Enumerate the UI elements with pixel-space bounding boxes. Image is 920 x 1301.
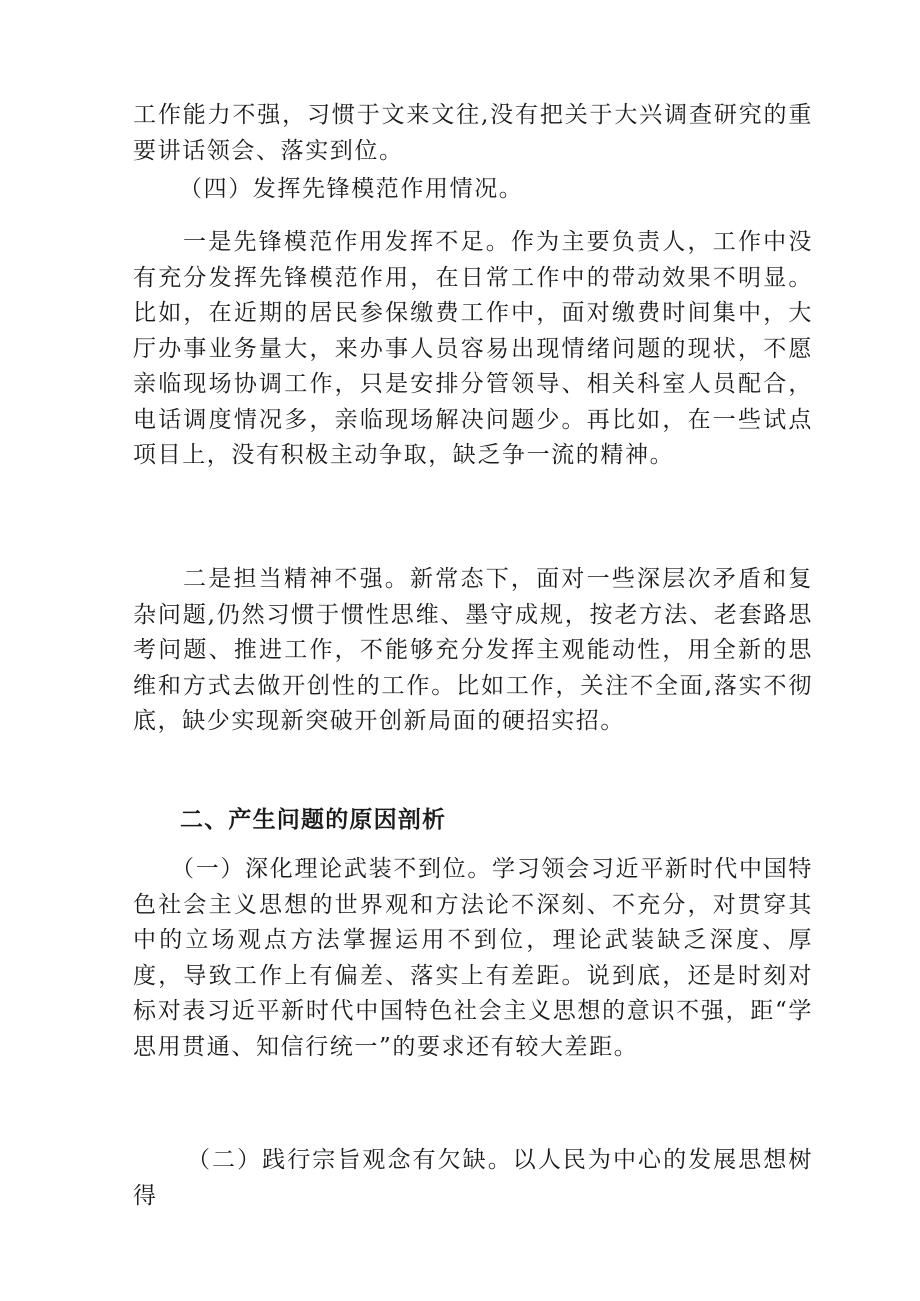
paragraph-continuation: 工作能力不强，习惯于文来文往,没有把关于大兴调查研究的重要讲话领会、落实到位。 xyxy=(133,102,813,164)
paragraph-theory: （一）深化理论武装不到位。学习领会习近平新时代中国特色社会主义思想的世界观和方法论不深刻、不充分，对贯穿其中的立场观点方法掌握运用不到位，理论武装缺乏深度、厚度，导致工作上有偏差、落实上有差距。说到底，还是时刻对标对表习近平新时代中国特色社会主义思想的意识不强，距“学思用贯通、知信行统一”的要求还有较大差距。 xyxy=(133,856,813,1060)
paragraph-responsibility: 二是担当精神不强。新常态下，面对一些深层次矛盾和复杂问题,仍然习惯于惯性思维、墨守成规，按老方法、老套路思考问题、推进工作，不能够充分发挥主观能动性，用全新的思维和方式去做开创性的工作。比如工作，关注不全面,落实不彻底，缺少实现新突破开创新局面的硬招实招。 xyxy=(133,566,813,734)
paragraph-pioneer-role: 一是先锋模范作用发挥不足。作为主要负责人，工作中没有充分发挥先锋模范作用，在日常工作中的带动效果不明显。比如，在近期的居民参保缴费工作中，面对缴费时间集中，大厅办事业务量大，来办事人员容易出现情绪问题的现状，不愿亲临现场协调工作，只是安排分管领导、相关科室人员配合，电话调度情况多，亲临现场解决问题少。再比如，在一些试点项目上，没有积极主动争取，缺乏争一流的精神。 xyxy=(133,229,813,468)
section-heading-2: 二、产生问题的原因剖析 xyxy=(180,807,447,833)
paragraph-purpose: （二）践行宗旨观念有欠缺。以人民为中心的发展思想树得 xyxy=(133,1147,813,1209)
subsection-heading-4: （四）发挥先锋模范作用情况。 xyxy=(179,176,524,202)
